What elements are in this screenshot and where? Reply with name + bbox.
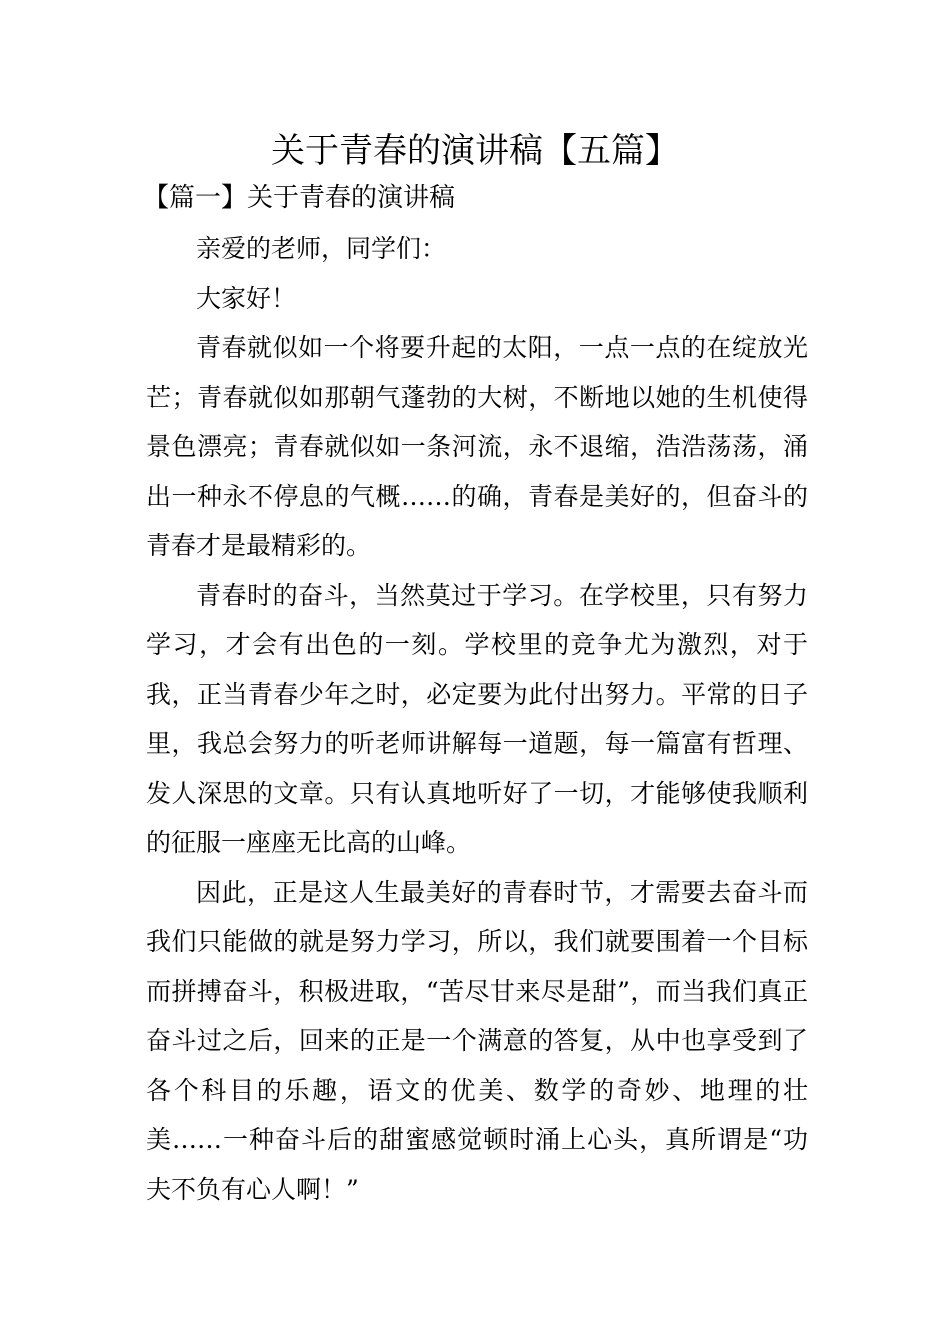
paragraph-greeting: 大家好！: [196, 283, 297, 313]
paragraph: 因此，正是这人生最美好的青春时节，才需要去奋斗而我们只能做的就是努力学习，所以，我们就要围着一个目标而拼搏奋斗，积极进取，“苦尽甘来尽是甜”，而当我们真正奋斗过之后，回来的正是一个满意的答复，从中也享受到了各个科目的乐趣，语文的优美、数学的奇妙、地理的壮美……一种奋斗后的甜蜜感觉顿时涌上心头，真所谓是“功夫不负有心人啊！”: [146, 877, 808, 1204]
paragraph: 青春时的奋斗，当然莫过于学习。在学校里，只有努力学习，才会有出色的一刻。学校里的竞争尤为激烈，对于我，正当青春少年之时，必定要为此付出努力。平常的日子里，我总会努力的听老师讲解每一道题，每一篇富有哲理、发人深思的文章。只有认真地听好了一切，才能够使我顺利的征服一座座无比高的山峰。: [146, 580, 808, 857]
section-heading: 【篇一】关于青春的演讲稿: [143, 183, 456, 213]
document-title: 关于青春的演讲稿【五篇】: [271, 131, 679, 171]
paragraph-salutation: 亲爱的老师，同学们：: [196, 234, 447, 263]
paragraph: 青春就似如一个将要升起的太阳，一点一点的在绽放光芒；青春就似如那朝气蓬勃的大树，不断地以她的生机使得景色漂亮；青春就似如一条河流，永不退缩，浩浩荡荡，涌出一种永不停息的气概……的确，青春是美好的，但奋斗的青春才是最精彩的。: [146, 333, 808, 560]
document-body: [146, 224, 808, 1214]
